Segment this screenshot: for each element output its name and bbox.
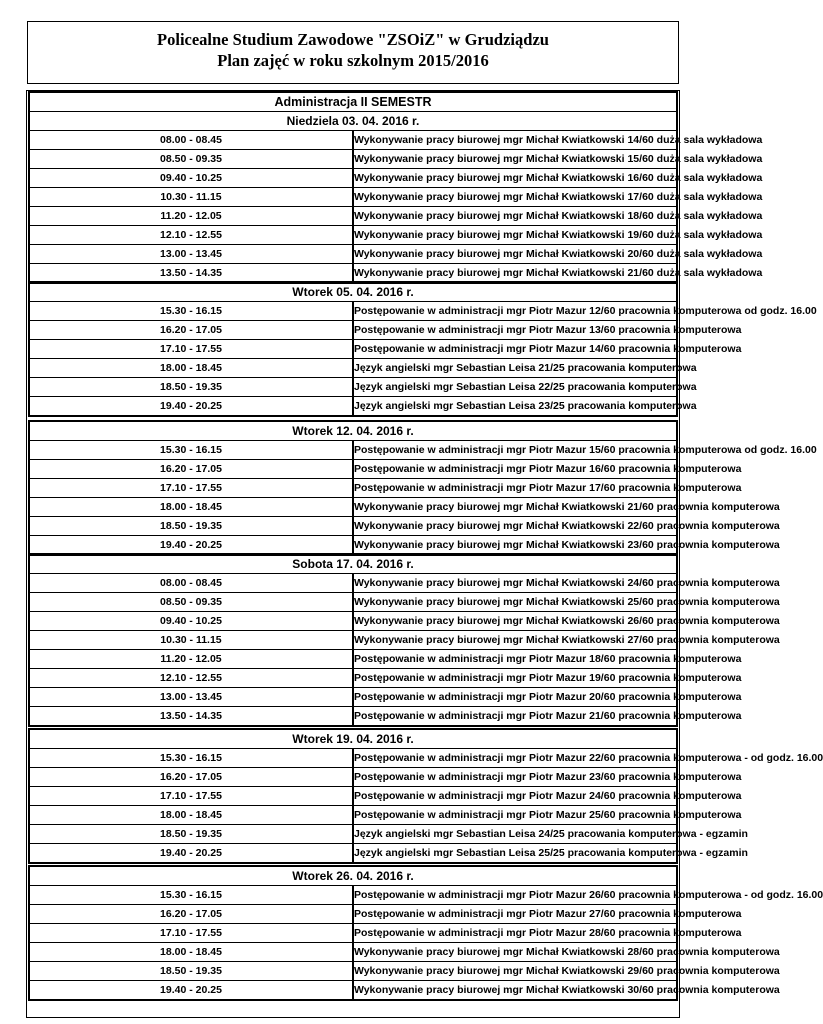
day-title: Wtorek 19. 04. 2016 r. xyxy=(30,730,676,749)
table-row xyxy=(30,150,676,169)
class-description: Język angielski mgr Sebastian Leisa 24/25 pracowania komputerowa - egzamin xyxy=(353,824,676,843)
table-row xyxy=(30,787,676,806)
table-row xyxy=(30,943,676,962)
table-row xyxy=(30,244,676,263)
class-description: Postępowanie w administracji mgr Piotr Mazur 22/60 pracownia komputerowa - od godz. 16.00 xyxy=(353,749,676,768)
time-slot: 11.20 - 12.05 xyxy=(30,206,353,225)
table-row xyxy=(30,340,676,359)
document-header xyxy=(27,21,679,84)
class-description: Postępowanie w administracji mgr Piotr Mazur 19/60 pracownia komputerowa xyxy=(353,668,676,687)
time-slot: 16.20 - 17.05 xyxy=(30,460,353,479)
schedule-table xyxy=(30,555,780,725)
semester-title: Administracja II SEMESTR xyxy=(30,93,676,112)
time-slot: 15.30 - 16.15 xyxy=(30,886,353,905)
table-row xyxy=(30,649,676,668)
time-slot: 19.40 - 20.25 xyxy=(30,980,353,999)
class-description: Wykonywanie pracy biurowej mgr Michał Kwiatkowski 30/60 pracownia komputerowa xyxy=(353,980,676,999)
class-description: Język angielski mgr Sebastian Leisa 23/25 pracowania komputerowa xyxy=(353,396,676,415)
table-row xyxy=(30,187,676,206)
class-description: Postępowanie w administracji mgr Piotr Mazur 14/60 pracownia komputerowa xyxy=(353,340,676,359)
time-slot: 08.00 - 08.45 xyxy=(30,574,353,593)
time-slot: 18.00 - 18.45 xyxy=(30,498,353,517)
class-description: Postępowanie w administracji mgr Piotr Mazur 13/60 pracownia komputerowa xyxy=(353,321,676,340)
table-row xyxy=(30,263,676,282)
class-description: Wykonywanie pracy biurowej mgr Michał Kwiatkowski 14/60 duża sala wykładowa xyxy=(353,131,676,150)
time-slot: 15.30 - 16.15 xyxy=(30,302,353,321)
time-slot: 10.30 - 11.15 xyxy=(30,631,353,650)
time-slot: 09.40 - 10.25 xyxy=(30,169,353,188)
class-description: Wykonywanie pracy biurowej mgr Michał Kwiatkowski 29/60 pracownia komputerowa xyxy=(353,961,676,980)
time-slot: 08.00 - 08.45 xyxy=(30,131,353,150)
time-slot: 16.20 - 17.05 xyxy=(30,905,353,924)
time-slot: 19.40 - 20.25 xyxy=(30,535,353,554)
time-slot: 19.40 - 20.25 xyxy=(30,843,353,862)
table-row xyxy=(30,169,676,188)
table-row xyxy=(30,321,676,340)
class-description: Wykonywanie pracy biurowej mgr Michał Kwiatkowski 25/60 pracownia komputerowa xyxy=(353,593,676,612)
table-row xyxy=(30,225,676,244)
day-title: Wtorek 26. 04. 2016 r. xyxy=(30,867,676,886)
table-row xyxy=(30,668,676,687)
class-description: Postępowanie w administracji mgr Piotr Mazur 20/60 pracownia komputerowa xyxy=(353,687,676,706)
class-description: Postępowanie w administracji mgr Piotr Mazur 28/60 pracownia komputerowa xyxy=(353,924,676,943)
time-slot: 09.40 - 10.25 xyxy=(30,612,353,631)
day-title: Niedziela 03. 04. 2016 r. xyxy=(30,112,676,131)
table-row xyxy=(30,749,676,768)
time-slot: 15.30 - 16.15 xyxy=(30,441,353,460)
time-slot: 13.00 - 13.45 xyxy=(30,687,353,706)
day-block xyxy=(28,553,780,727)
day-block xyxy=(28,91,763,284)
class-description: Wykonywanie pracy biurowej mgr Michał Kwiatkowski 24/60 pracownia komputerowa xyxy=(353,574,676,593)
table-row xyxy=(30,612,676,631)
time-slot: 18.00 - 18.45 xyxy=(30,943,353,962)
time-slot: 11.20 - 12.05 xyxy=(30,649,353,668)
schedule-table xyxy=(30,93,763,282)
class-description: Język angielski mgr Sebastian Leisa 21/25 pracowania komputerowa xyxy=(353,359,676,378)
class-description: Postępowanie w administracji mgr Piotr Mazur 24/60 pracownia komputerowa xyxy=(353,787,676,806)
time-slot: 13.50 - 14.35 xyxy=(30,706,353,725)
schedule-table xyxy=(30,283,817,415)
table-row xyxy=(30,302,676,321)
time-slot: 15.30 - 16.15 xyxy=(30,749,353,768)
table-row xyxy=(30,706,676,725)
class-description: Postępowanie w administracji mgr Piotr Mazur 15/60 pracownia komputerowa od godz. 16.00 xyxy=(353,441,676,460)
table-row xyxy=(30,687,676,706)
class-description: Wykonywanie pracy biurowej mgr Michał Kwiatkowski 19/60 duża sala wykładowa xyxy=(353,225,676,244)
class-description: Wykonywanie pracy biurowej mgr Michał Kwiatkowski 22/60 pracownia komputerowa xyxy=(353,516,676,535)
table-row xyxy=(30,593,676,612)
time-slot: 18.00 - 18.45 xyxy=(30,359,353,378)
table-row xyxy=(30,460,676,479)
class-description: Postępowanie w administracji mgr Piotr Mazur 26/60 pracownia komputerowa - od godz. 16.00 xyxy=(353,886,676,905)
time-slot: 17.10 - 17.55 xyxy=(30,479,353,498)
time-slot: 17.10 - 17.55 xyxy=(30,924,353,943)
day-block xyxy=(28,281,817,417)
class-description: Wykonywanie pracy biurowej mgr Michał Kwiatkowski 21/60 pracownia komputerowa xyxy=(353,498,676,517)
class-description: Postępowanie w administracji mgr Piotr Mazur 23/60 pracownia komputerowa xyxy=(353,768,676,787)
table-row xyxy=(30,980,676,999)
time-slot: 12.10 - 12.55 xyxy=(30,668,353,687)
table-row xyxy=(30,806,676,825)
table-row xyxy=(30,377,676,396)
time-slot: 12.10 - 12.55 xyxy=(30,225,353,244)
time-slot: 13.00 - 13.45 xyxy=(30,244,353,263)
class-description: Język angielski mgr Sebastian Leisa 22/25 pracowania komputerowa xyxy=(353,377,676,396)
table-row xyxy=(30,961,676,980)
class-description: Wykonywanie pracy biurowej mgr Michał Kwiatkowski 16/60 duża sala wykładowa xyxy=(353,169,676,188)
class-description: Język angielski mgr Sebastian Leisa 25/25 pracowania komputerowa - egzamin xyxy=(353,843,676,862)
class-description: Postępowanie w administracji mgr Piotr Mazur 21/60 pracownia komputerowa xyxy=(353,706,676,725)
day-title: Wtorek 05. 04. 2016 r. xyxy=(30,283,676,302)
day-block xyxy=(28,728,823,864)
time-slot: 08.50 - 09.35 xyxy=(30,150,353,169)
table-row xyxy=(30,359,676,378)
time-slot: 16.20 - 17.05 xyxy=(30,321,353,340)
time-slot: 13.50 - 14.35 xyxy=(30,263,353,282)
table-row xyxy=(30,768,676,787)
table-row xyxy=(30,479,676,498)
time-slot: 18.50 - 19.35 xyxy=(30,516,353,535)
class-description: Wykonywanie pracy biurowej mgr Michał Kwiatkowski 15/60 duża sala wykładowa xyxy=(353,150,676,169)
table-row xyxy=(30,396,676,415)
table-row xyxy=(30,516,676,535)
time-slot: 08.50 - 09.35 xyxy=(30,593,353,612)
day-title: Wtorek 12. 04. 2016 r. xyxy=(30,422,676,441)
table-row xyxy=(30,441,676,460)
class-description: Postępowanie w administracji mgr Piotr Mazur 25/60 pracownia komputerowa xyxy=(353,806,676,825)
table-row xyxy=(30,924,676,943)
class-description: Wykonywanie pracy biurowej mgr Michał Kwiatkowski 28/60 pracownia komputerowa xyxy=(353,943,676,962)
table-row xyxy=(30,574,676,593)
class-description: Wykonywanie pracy biurowej mgr Michał Kwiatkowski 17/60 duża sala wykładowa xyxy=(353,187,676,206)
class-description: Wykonywanie pracy biurowej mgr Michał Kwiatkowski 18/60 duża sala wykładowa xyxy=(353,206,676,225)
table-row xyxy=(30,498,676,517)
schedule-table xyxy=(30,867,823,999)
class-description: Postępowanie w administracji mgr Piotr Mazur 16/60 pracownia komputerowa xyxy=(353,460,676,479)
table-row xyxy=(30,206,676,225)
table-row xyxy=(30,535,676,554)
day-title: Sobota 17. 04. 2016 r. xyxy=(30,555,676,574)
class-description: Wykonywanie pracy biurowej mgr Michał Kwiatkowski 27/60 pracownia komputerowa xyxy=(353,631,676,650)
time-slot: 17.10 - 17.55 xyxy=(30,340,353,359)
table-row xyxy=(30,843,676,862)
class-description: Wykonywanie pracy biurowej mgr Michał Kwiatkowski 26/60 pracownia komputerowa xyxy=(353,612,676,631)
day-block xyxy=(28,865,823,1001)
time-slot: 18.50 - 19.35 xyxy=(30,961,353,980)
table-row xyxy=(30,905,676,924)
table-row xyxy=(30,886,676,905)
class-description: Postępowanie w administracji mgr Piotr Mazur 18/60 pracownia komputerowa xyxy=(353,649,676,668)
time-slot: 16.20 - 17.05 xyxy=(30,768,353,787)
class-description: Wykonywanie pracy biurowej mgr Michał Kwiatkowski 20/60 duża sala wykładowa xyxy=(353,244,676,263)
time-slot: 19.40 - 20.25 xyxy=(30,396,353,415)
time-slot: 18.00 - 18.45 xyxy=(30,806,353,825)
schedule-table xyxy=(30,422,817,554)
class-description: Postępowanie w administracji mgr Piotr Mazur 17/60 pracownia komputerowa xyxy=(353,479,676,498)
plan-title: Plan zajęć w roku szkolnym 2015/2016 xyxy=(217,51,489,70)
class-description: Wykonywanie pracy biurowej mgr Michał Kwiatkowski 21/60 duża sala wykładowa xyxy=(353,263,676,282)
time-slot: 18.50 - 19.35 xyxy=(30,377,353,396)
school-name: Policealne Studium Zawodowe "ZSOiZ" w Grudziądzu xyxy=(157,30,549,49)
table-row xyxy=(30,824,676,843)
day-block xyxy=(28,420,817,556)
time-slot: 17.10 - 17.55 xyxy=(30,787,353,806)
table-row xyxy=(30,631,676,650)
class-description: Postępowanie w administracji mgr Piotr Mazur 27/60 pracownia komputerowa xyxy=(353,905,676,924)
schedule-table xyxy=(30,730,823,862)
table-row xyxy=(30,131,676,150)
class-description: Wykonywanie pracy biurowej mgr Michał Kwiatkowski 23/60 pracownia komputerowa xyxy=(353,535,676,554)
time-slot: 18.50 - 19.35 xyxy=(30,824,353,843)
class-description: Postępowanie w administracji mgr Piotr Mazur 12/60 pracownia komputerowa od godz. 16.00 xyxy=(353,302,676,321)
time-slot: 10.30 - 11.15 xyxy=(30,187,353,206)
